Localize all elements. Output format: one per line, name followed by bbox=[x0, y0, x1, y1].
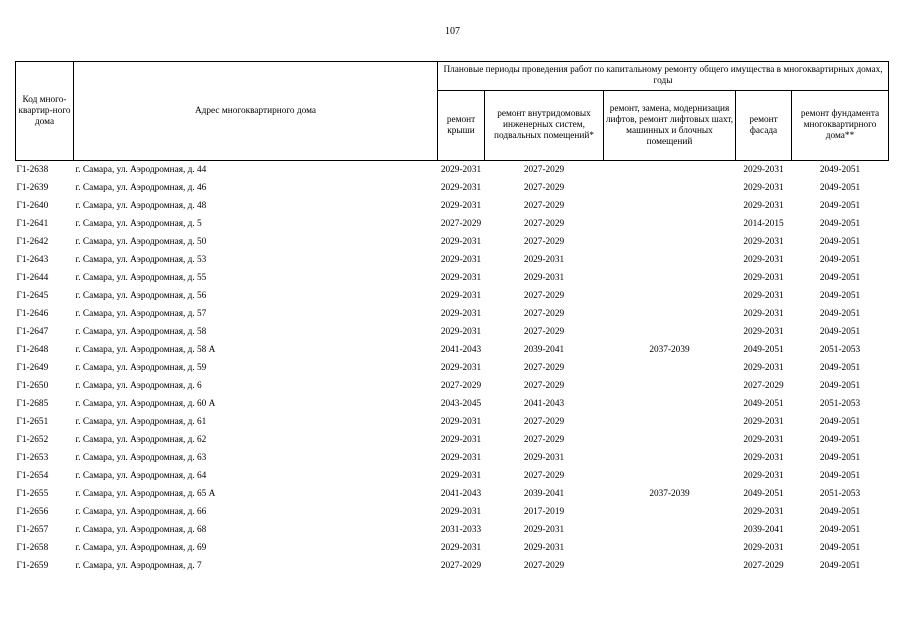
cell-foundation: 2049-2051 bbox=[819, 470, 861, 481]
cell-address: г. Самара, ул. Аэродромная, д. 56 bbox=[75, 290, 207, 301]
cell-facade: 2029-2031 bbox=[743, 164, 784, 175]
cell-facade: 2029-2031 bbox=[743, 182, 784, 193]
table-row bbox=[16, 413, 889, 431]
cell-roof: 2029-2031 bbox=[440, 290, 482, 301]
cell-address: г. Самара, ул. Аэродромная, д. 66 bbox=[75, 506, 207, 517]
cell-facade: 2029-2031 bbox=[743, 236, 784, 247]
cell-address: г. Самара, ул. Аэродромная, д. 58 bbox=[75, 326, 207, 337]
cell-facade: 2029-2031 bbox=[743, 290, 784, 301]
capital-repair-table bbox=[15, 61, 889, 575]
cell-facade: 2029-2031 bbox=[743, 542, 784, 553]
cell-engineering: 2027-2029 bbox=[523, 182, 565, 193]
cell-elevators bbox=[604, 179, 736, 197]
cell-foundation: 2049-2051 bbox=[819, 200, 861, 211]
cell-address: г. Самара, ул. Аэродромная, д. 61 bbox=[75, 416, 207, 427]
table-row bbox=[16, 341, 889, 359]
cell-facade: 2027-2029 bbox=[743, 380, 784, 391]
cell-elevators bbox=[604, 377, 736, 395]
page-number: 107 bbox=[445, 26, 460, 37]
cell-facade: 2029-2031 bbox=[743, 254, 784, 265]
cell-engineering: 2017-2019 bbox=[523, 506, 565, 517]
cell-code: Г1-2658 bbox=[16, 542, 49, 553]
cell-engineering: 2027-2029 bbox=[523, 290, 565, 301]
cell-roof: 2029-2031 bbox=[440, 236, 482, 247]
table-row bbox=[16, 323, 889, 341]
cell-roof: 2027-2029 bbox=[440, 380, 482, 391]
cell-engineering: 2027-2029 bbox=[523, 560, 565, 571]
cell-roof: 2029-2031 bbox=[440, 200, 482, 211]
cell-foundation: 2049-2051 bbox=[819, 434, 861, 445]
header-engineering: ремонт внутридомовых инженерных систем, подвальных помещений* bbox=[485, 91, 604, 161]
cell-code: Г1-2642 bbox=[16, 236, 49, 247]
cell-elevators bbox=[604, 521, 736, 539]
cell-roof: 2029-2031 bbox=[440, 182, 482, 193]
cell-engineering: 2039-2041 bbox=[523, 488, 565, 499]
table-row bbox=[16, 233, 889, 251]
cell-foundation: 2049-2051 bbox=[819, 506, 861, 517]
cell-code: Г1-2685 bbox=[16, 398, 49, 409]
cell-foundation: 2049-2051 bbox=[819, 326, 861, 337]
cell-facade: 2029-2031 bbox=[743, 200, 784, 211]
cell-engineering: 2039-2041 bbox=[523, 344, 565, 355]
cell-address: г. Самара, ул. Аэродромная, д. 63 bbox=[75, 452, 207, 463]
cell-code: Г1-2647 bbox=[16, 326, 49, 337]
cell-code: Г1-2646 bbox=[16, 308, 49, 319]
cell-foundation: 2049-2051 bbox=[819, 362, 861, 373]
header-address: Адрес многоквартирного дома bbox=[74, 62, 438, 161]
cell-code: Г1-2640 bbox=[16, 200, 49, 211]
table-row bbox=[16, 395, 889, 413]
cell-facade: 2029-2031 bbox=[743, 434, 784, 445]
cell-foundation: 2049-2051 bbox=[819, 416, 861, 427]
cell-address: г. Самара, ул. Аэродромная, д. 60 А bbox=[75, 398, 216, 409]
cell-elevators bbox=[604, 197, 736, 215]
cell-facade: 2049-2051 bbox=[743, 344, 784, 355]
cell-engineering: 2029-2031 bbox=[523, 272, 565, 283]
table-row bbox=[16, 557, 889, 575]
header-code: Код много-квартир-ного дома bbox=[16, 62, 74, 161]
cell-foundation: 2049-2051 bbox=[819, 542, 861, 553]
cell-address: г. Самара, ул. Аэродромная, д. 65 А bbox=[75, 488, 216, 499]
cell-roof: 2029-2031 bbox=[440, 506, 482, 517]
cell-roof: 2027-2029 bbox=[440, 560, 482, 571]
cell-elevators bbox=[604, 503, 736, 521]
cell-facade: 2029-2031 bbox=[743, 272, 784, 283]
cell-elevators bbox=[604, 449, 736, 467]
cell-code: Г1-2645 bbox=[16, 290, 49, 301]
table-row bbox=[16, 179, 889, 197]
header-foundation: ремонт фундамента многоквартирного дома** bbox=[792, 91, 889, 161]
table-row bbox=[16, 251, 889, 269]
cell-engineering: 2027-2029 bbox=[523, 200, 565, 211]
cell-facade: 2029-2031 bbox=[743, 506, 784, 517]
cell-facade: 2029-2031 bbox=[743, 470, 784, 481]
table-row bbox=[16, 287, 889, 305]
cell-foundation: 2049-2051 bbox=[819, 524, 861, 535]
cell-engineering: 2027-2029 bbox=[523, 470, 565, 481]
cell-address: г. Самара, ул. Аэродромная, д. 58 А bbox=[75, 344, 216, 355]
cell-roof: 2031-2033 bbox=[440, 524, 482, 535]
cell-engineering: 2029-2031 bbox=[523, 542, 565, 553]
cell-code: Г1-2644 bbox=[16, 272, 49, 283]
cell-foundation: 2051-2053 bbox=[819, 398, 861, 409]
table-row bbox=[16, 359, 889, 377]
cell-facade: 2029-2031 bbox=[743, 362, 784, 373]
cell-foundation: 2049-2051 bbox=[819, 182, 861, 193]
cell-roof: 2043-2045 bbox=[440, 398, 482, 409]
table-row bbox=[16, 467, 889, 485]
cell-address: г. Самара, ул. Аэродромная, д. 53 bbox=[75, 254, 207, 265]
cell-address: г. Самара, ул. Аэродромная, д. 68 bbox=[75, 524, 207, 535]
cell-foundation: 2051-2053 bbox=[819, 344, 861, 355]
cell-engineering: 2041-2043 bbox=[523, 398, 565, 409]
cell-roof: 2029-2031 bbox=[440, 308, 482, 319]
cell-roof: 2029-2031 bbox=[440, 362, 482, 373]
cell-engineering: 2029-2031 bbox=[523, 452, 565, 463]
cell-code: Г1-2657 bbox=[16, 524, 49, 535]
cell-roof: 2029-2031 bbox=[440, 542, 482, 553]
cell-foundation: 2049-2051 bbox=[819, 254, 861, 265]
cell-address: г. Самара, ул. Аэродромная, д. 62 bbox=[75, 434, 207, 445]
cell-code: Г1-2641 bbox=[16, 218, 49, 229]
header-roof: ремонт крыши bbox=[438, 91, 485, 161]
cell-code: Г1-2656 bbox=[16, 506, 49, 517]
cell-foundation: 2049-2051 bbox=[819, 452, 861, 463]
cell-elevators bbox=[604, 233, 736, 251]
cell-facade: 2039-2041 bbox=[743, 524, 784, 535]
cell-facade: 2029-2031 bbox=[743, 326, 784, 337]
cell-foundation: 2049-2051 bbox=[819, 236, 861, 247]
cell-facade: 2014-2015 bbox=[743, 218, 784, 229]
cell-address: г. Самара, ул. Аэродромная, д. 69 bbox=[75, 542, 207, 553]
cell-engineering: 2029-2031 bbox=[523, 254, 565, 265]
cell-engineering: 2027-2029 bbox=[523, 362, 565, 373]
table-row bbox=[16, 377, 889, 395]
cell-foundation: 2049-2051 bbox=[819, 560, 861, 571]
cell-elevators bbox=[604, 539, 736, 557]
cell-elevators bbox=[604, 395, 736, 413]
cell-engineering: 2027-2029 bbox=[523, 308, 565, 319]
table-row bbox=[16, 503, 889, 521]
cell-code: Г1-2655 bbox=[16, 488, 49, 499]
table-row bbox=[16, 305, 889, 323]
table-header bbox=[16, 62, 889, 161]
cell-elevators: 2037-2039 bbox=[649, 344, 690, 355]
cell-roof: 2041-2043 bbox=[440, 488, 482, 499]
cell-elevators bbox=[604, 323, 736, 341]
cell-roof: 2029-2031 bbox=[440, 254, 482, 265]
cell-facade: 2027-2029 bbox=[743, 560, 784, 571]
table-row bbox=[16, 215, 889, 233]
cell-elevators bbox=[604, 305, 736, 323]
cell-address: г. Самара, ул. Аэродромная, д. 46 bbox=[75, 182, 207, 193]
cell-elevators bbox=[604, 413, 736, 431]
cell-roof: 2029-2031 bbox=[440, 452, 482, 463]
cell-engineering: 2027-2029 bbox=[523, 164, 565, 175]
table-body bbox=[16, 161, 889, 576]
cell-facade: 2029-2031 bbox=[743, 452, 784, 463]
cell-roof: 2027-2029 bbox=[440, 218, 482, 229]
cell-elevators bbox=[604, 161, 736, 180]
cell-code: Г1-2643 bbox=[16, 254, 49, 265]
cell-foundation: 2051-2053 bbox=[819, 488, 861, 499]
cell-elevators bbox=[604, 359, 736, 377]
cell-roof: 2029-2031 bbox=[440, 326, 482, 337]
cell-engineering: 2027-2029 bbox=[523, 434, 565, 445]
header-periods-group: Плановые периоды проведения работ по капитальному ремонту общего имущества в многоквартирных домах, годы bbox=[438, 62, 889, 91]
cell-foundation: 2049-2051 bbox=[819, 290, 861, 301]
cell-engineering: 2027-2029 bbox=[523, 326, 565, 337]
cell-facade: 2049-2051 bbox=[743, 398, 784, 409]
cell-address: г. Самара, ул. Аэродромная, д. 44 bbox=[75, 164, 207, 175]
cell-code: Г1-2654 bbox=[16, 470, 49, 481]
table-row bbox=[16, 449, 889, 467]
cell-facade: 2029-2031 bbox=[743, 416, 784, 427]
cell-roof: 2029-2031 bbox=[440, 434, 482, 445]
cell-facade: 2049-2051 bbox=[743, 488, 784, 499]
cell-code: Г1-2650 bbox=[16, 380, 49, 391]
cell-code: Г1-2638 bbox=[16, 164, 49, 175]
cell-elevators bbox=[604, 467, 736, 485]
header-elevators: ремонт, замена, модернизация лифтов, ремонт лифтовых шахт, машинных и блочных помещений bbox=[604, 91, 736, 161]
cell-elevators bbox=[604, 287, 736, 305]
header-facade: ремонт фасада bbox=[736, 91, 792, 161]
table-row bbox=[16, 485, 889, 503]
cell-facade: 2029-2031 bbox=[743, 308, 784, 319]
cell-engineering: 2027-2029 bbox=[523, 218, 565, 229]
cell-elevators bbox=[604, 557, 736, 575]
table-row bbox=[16, 521, 889, 539]
cell-engineering: 2027-2029 bbox=[523, 236, 565, 247]
cell-foundation: 2049-2051 bbox=[819, 272, 861, 283]
cell-code: Г1-2659 bbox=[16, 560, 49, 571]
table-row bbox=[16, 269, 889, 287]
cell-code: Г1-2648 bbox=[16, 344, 49, 355]
table-row bbox=[16, 161, 889, 180]
cell-address: г. Самара, ул. Аэродромная, д. 5 bbox=[75, 218, 202, 229]
cell-address: г. Самара, ул. Аэродромная, д. 64 bbox=[75, 470, 207, 481]
cell-roof: 2029-2031 bbox=[440, 470, 482, 481]
table-row bbox=[16, 539, 889, 557]
cell-elevators bbox=[604, 251, 736, 269]
cell-roof: 2029-2031 bbox=[440, 416, 482, 427]
cell-foundation: 2049-2051 bbox=[819, 380, 861, 391]
cell-roof: 2029-2031 bbox=[440, 272, 482, 283]
cell-roof: 2029-2031 bbox=[440, 164, 482, 175]
cell-code: Г1-2653 bbox=[16, 452, 49, 463]
cell-roof: 2041-2043 bbox=[440, 344, 482, 355]
cell-code: Г1-2649 bbox=[16, 362, 49, 373]
cell-engineering: 2027-2029 bbox=[523, 380, 565, 391]
cell-address: г. Самара, ул. Аэродромная, д. 55 bbox=[75, 272, 207, 283]
cell-engineering: 2027-2029 bbox=[523, 416, 565, 427]
cell-code: Г1-2651 bbox=[16, 416, 49, 427]
cell-foundation: 2049-2051 bbox=[819, 164, 861, 175]
cell-address: г. Самара, ул. Аэродромная, д. 59 bbox=[75, 362, 207, 373]
cell-elevators bbox=[604, 431, 736, 449]
cell-foundation: 2049-2051 bbox=[819, 308, 861, 319]
cell-engineering: 2029-2031 bbox=[523, 524, 565, 535]
cell-code: Г1-2652 bbox=[16, 434, 49, 445]
cell-elevators: 2037-2039 bbox=[649, 488, 690, 499]
table-row bbox=[16, 197, 889, 215]
cell-code: Г1-2639 bbox=[16, 182, 49, 193]
cell-elevators bbox=[604, 269, 736, 287]
cell-address: г. Самара, ул. Аэродромная, д. 50 bbox=[75, 236, 207, 247]
cell-address: г. Самара, ул. Аэродромная, д. 6 bbox=[75, 380, 202, 391]
cell-foundation: 2049-2051 bbox=[819, 218, 861, 229]
cell-address: г. Самара, ул. Аэродромная, д. 48 bbox=[75, 200, 207, 211]
cell-elevators bbox=[604, 215, 736, 233]
cell-address: г. Самара, ул. Аэродромная, д. 57 bbox=[75, 308, 207, 319]
cell-address: г. Самара, ул. Аэродромная, д. 7 bbox=[75, 560, 202, 571]
table-row bbox=[16, 431, 889, 449]
